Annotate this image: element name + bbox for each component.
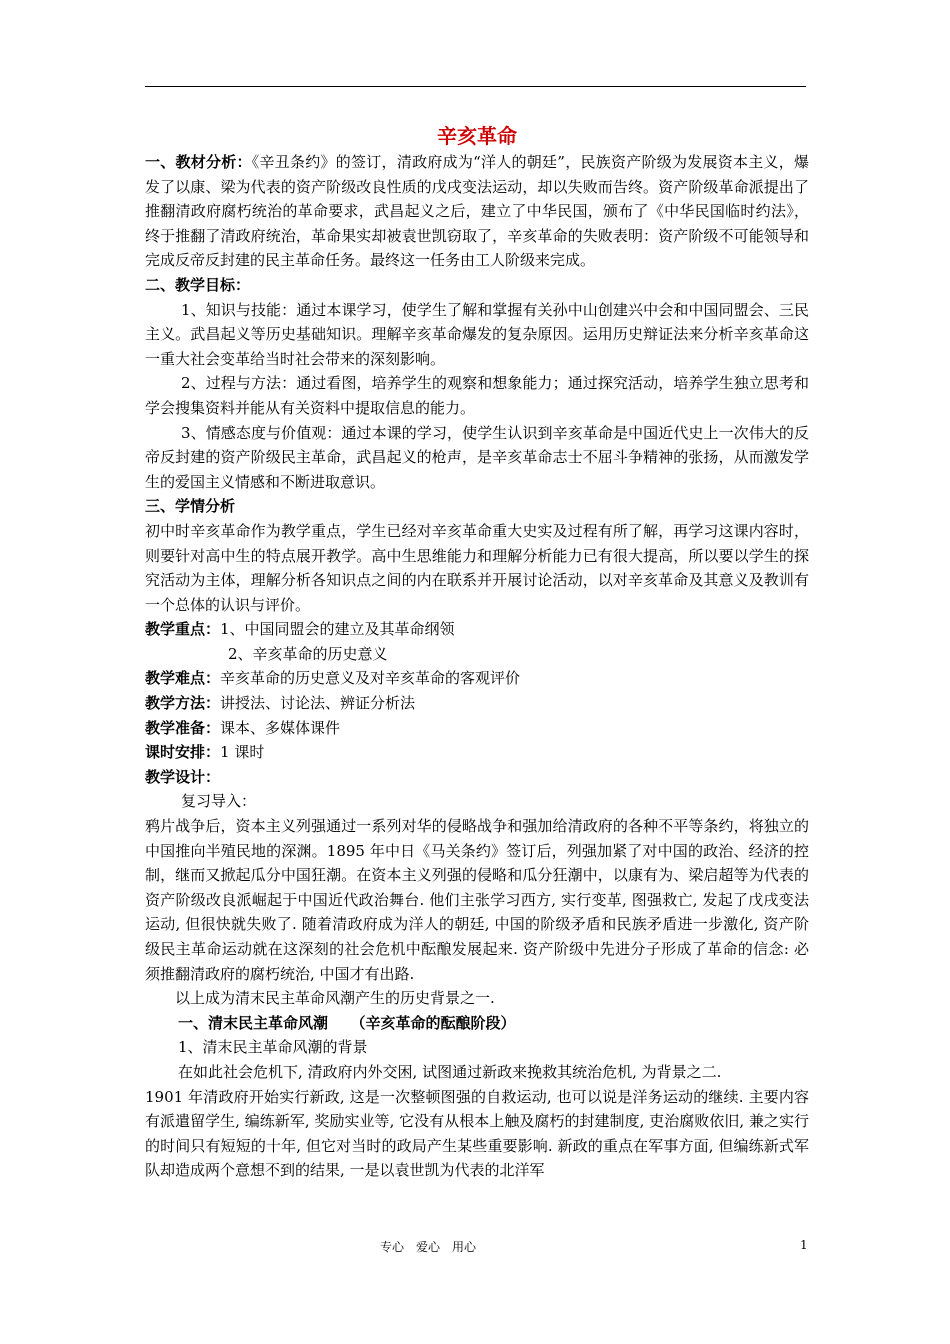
goal-item: 1、知识与技能：通过本课学习，使学生了解和掌握有关孙中山创建兴中会和中国同盟会、三民主义。武昌起义等历史基础知识。理解辛亥革命爆发的复杂原因。运用历史辩证法来分析辛亥革命这一重大社会变革给当时社会带来的深刻影响。 xyxy=(145,300,809,368)
paragraph: 1901 年清政府开始实行新政, 这是一次整顿图强的自救运动, 也可以说是洋务运动的继续. 主要内容有派遣留学生, 编练新军, 奖励实业等, 它没有从根本上触及腐朽的封建制度, 吏治腐败依旧, 兼之实行的时间只有短短的十年, 但它对当时的政局产生某些重要影响. 新政的重点在军事方面, 但编练新式军队却造成两个意想不到的结果, 一是以袁世凯为代表的北洋军 xyxy=(145,1087,809,1180)
method-text: 讲授法、讨论法、辨证分析法 xyxy=(220,694,416,713)
class-hours xyxy=(145,740,809,765)
section-learner-heading: 三、学情分析 xyxy=(145,497,236,516)
difficulty-label: 教学难点： xyxy=(145,669,221,688)
sub-heading: 1、清末民主革命风潮的背景 xyxy=(178,1038,368,1057)
subsection-heading xyxy=(145,1011,809,1036)
difficulty xyxy=(145,666,809,691)
page-number: 1 xyxy=(800,1238,808,1252)
key-points xyxy=(145,617,809,642)
section-label: 一、教材分析： xyxy=(145,153,252,171)
section-text: 《辛丑条约》的签订，清政府成为“洋人的朝廷”，民族资产阶级为发展资本主义，爆发了以康、梁为代表的资产阶级改良性质的戊戌变法运动，却以失败而告终。资产阶级革命派提出了推翻清政府腐朽统治的革命要求，武昌起义之后，建立了中华民国，颁布了《中华民国临时约法》，终于推翻了清政府统治，革命果实却被袁世凯窃取了，辛亥革命的失败表明：资产阶级不可能领导和完成反帝反封建的民主革命任务。最终这一任务由工人阶级来完成。 xyxy=(145,153,809,270)
footer-motto: 专心 爱心 用心 xyxy=(380,1240,477,1254)
goal-item: 2、过程与方法：通过看图，培养学生的观察和想象能力；通过探究活动，培养学生独立思考和学会搜集资料并能从有关资料中提取信息的能力。 xyxy=(145,374,809,417)
difficulty-text: 辛亥革命的历史意义及对辛亥革命的客观评价 xyxy=(220,669,521,688)
prep-text: 课本、多媒体课件 xyxy=(220,718,341,737)
hours-label: 课时安排： xyxy=(145,743,221,762)
section-textbook-analysis xyxy=(145,150,809,273)
subsection-note: （辛亥革命的酝酿阶段） xyxy=(358,1013,516,1032)
method-label: 教学方法： xyxy=(145,694,221,713)
section-goals-heading: 二、教学目标： xyxy=(145,275,251,294)
intro-paragraph: 鸦片战争后，资本主义列强通过一系列对华的侵略战争和强加给清政府的各种不平等条约，将独立的中国推向半殖民地的深渊。1895 年中日《马关条约》签订后，列强加紧了对中国的政治、经济的控制，继而又掀起瓜分中国狂潮。在资本主义列强的侵略和瓜分狂潮中，以康有为、梁启超等为代表的资产阶级改良派崛起于中国近代政治舞台. 他们主张学习西方, 实行变革, 图强救亡, 发起了戊戌变法运动, 但很快就失败了. 随着清政府成为洋人的朝廷, 中国的阶级矛盾和民族矛盾进一步激化, 资产阶级民主革命运动就在这深刻的社会危机中酝酿发展起来. 资产阶级中先进分子形成了革命的信念: 必须推翻清政府的腐朽统治, 中国才有出路. xyxy=(145,817,809,983)
background-note: 以上成为清末民主革命风潮产生的历史背景之一. xyxy=(175,989,495,1008)
method xyxy=(145,691,809,716)
design-heading: 教学设计： xyxy=(145,767,221,786)
learner-analysis-text: 初中时辛亥革命作为教学重点，学生已经对辛亥革命重大史实及过程有所了解，再学习这课内容时，则要针对高中生的特点展开教学。高中生思维能力和理解分析能力已有很大提高，所以要以学生的探究活动为主体，理解分析各知识点之间的内在联系并开展讨论活动，以对辛亥革命及其意义及教训有一个总体的认识与评价。 xyxy=(145,521,809,614)
header-rule xyxy=(145,86,806,87)
subsection-title: 一、清末民主革命风潮 xyxy=(178,1013,329,1032)
review-intro-label: 复习导入： xyxy=(181,792,257,811)
hours-text: 1 课时 xyxy=(220,743,265,762)
key-point-item: 2、辛亥革命的历史意义 xyxy=(228,644,388,663)
prep-label: 教学准备： xyxy=(145,718,221,737)
key-points-label: 教学重点： xyxy=(145,620,221,639)
document-body xyxy=(145,122,809,1183)
goal-item: 3、情感态度与价值观：通过本课的学习，使学生认识到辛亥革命是中国近代史上一次伟大的反帝反封建的资产阶级民主革命，武昌起义的枪声，是辛亥革命志士不屈斗争精神的张扬，从而激发学生的爱国主义情感和不断进取意识。 xyxy=(145,423,809,491)
paragraph: 在如此社会危机下, 清政府内外交困, 试图通过新政来挽救其统治危机, 为背景之二. xyxy=(178,1062,722,1081)
document-title: 辛亥革命 xyxy=(437,124,517,148)
key-point-item: 1、中国同盟会的建立及其革命纲领 xyxy=(220,620,455,639)
preparation xyxy=(145,716,809,741)
